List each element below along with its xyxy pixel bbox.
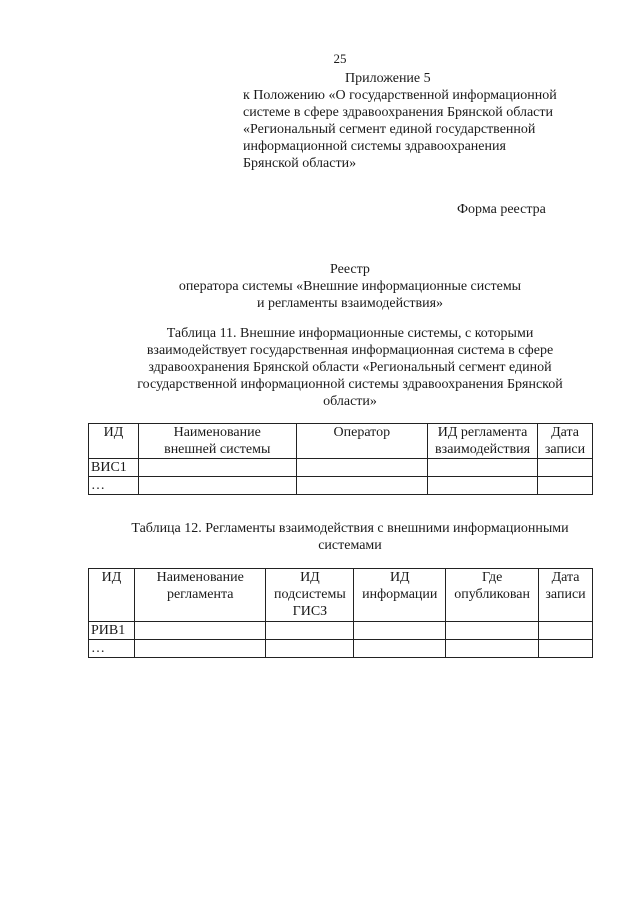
table-header-row	[89, 569, 593, 622]
table11-caption	[80, 325, 620, 410]
registry-title-line: Реестр	[330, 262, 370, 277]
table-cell: …	[89, 640, 135, 658]
header-cell-date: Дата записи	[538, 424, 593, 459]
table-cell	[428, 477, 538, 495]
caption-line: здравоохранения Брянской области «Региональный сегмент единой	[148, 360, 552, 375]
appendix-reference	[243, 87, 613, 172]
table-cell	[354, 622, 446, 640]
table-cell	[138, 477, 296, 495]
header-cell-name: Наименование регламента	[134, 569, 266, 622]
table-cell	[539, 622, 593, 640]
table-row	[89, 477, 593, 495]
table-cell	[266, 622, 354, 640]
header-cell-id: ИД	[89, 569, 135, 622]
appendix-line: информационной системы здравоохранения	[243, 139, 506, 154]
caption-line: государственной информационной системы здравоохранения Брянской	[137, 377, 563, 392]
table-cell	[134, 622, 266, 640]
table12-caption	[80, 520, 620, 554]
external-systems-table	[88, 423, 593, 495]
table-row	[89, 640, 593, 658]
table-header-row	[89, 424, 593, 459]
appendix-line: системе в сфере здравоохранения Брянской области	[243, 105, 554, 120]
appendix-line: Брянской области»	[243, 156, 357, 171]
table-cell	[266, 640, 354, 658]
table-row	[89, 459, 593, 477]
regulations-table	[88, 568, 593, 658]
table-cell: РИВ1	[89, 622, 135, 640]
appendix-title: Приложение 5	[345, 71, 431, 86]
caption-line: системами	[318, 538, 382, 553]
table-cell	[354, 640, 446, 658]
caption-line: Таблица 11. Внешние информационные системы, с которыми	[166, 326, 534, 341]
table-cell	[134, 640, 266, 658]
header-cell-operator: Оператор	[296, 424, 428, 459]
header-cell-date: Дата записи	[539, 569, 593, 622]
table-cell: …	[89, 477, 139, 495]
header-cell-id: ИД	[89, 424, 139, 459]
table-cell	[446, 622, 539, 640]
table-row	[89, 622, 593, 640]
header-cell-published: Где опубликован	[446, 569, 539, 622]
table-cell	[296, 477, 428, 495]
appendix-line: «Региональный сегмент единой государственной	[243, 122, 536, 137]
header-cell-regulation-id: ИД регламента взаимодействия	[428, 424, 538, 459]
page-number: 25	[333, 51, 347, 66]
appendix-line: к Положению «О государственной информационной	[243, 88, 557, 103]
registry-title-line: и регламенты взаимодействия»	[256, 296, 444, 311]
header-cell-subsystem-id: ИД подсистемы ГИСЗ	[266, 569, 354, 622]
header-cell-info-id: ИД информации	[354, 569, 446, 622]
table-cell	[296, 459, 428, 477]
registry-title-line: оператора системы «Внешние информационные системы	[178, 279, 522, 294]
table-cell	[446, 640, 539, 658]
table-cell	[428, 459, 538, 477]
header-cell-name: Наименование внешней системы	[138, 424, 296, 459]
caption-line: Таблица 12. Регламенты взаимодействия с внешними информационными	[131, 521, 569, 536]
table-cell	[138, 459, 296, 477]
caption-line: взаимодействует государственная информационная система в сфере	[146, 343, 554, 358]
table-cell	[538, 477, 593, 495]
table-cell: ВИС1	[89, 459, 139, 477]
table-cell	[539, 640, 593, 658]
caption-line: области»	[323, 394, 377, 409]
registry-title	[80, 261, 620, 312]
table-cell	[538, 459, 593, 477]
form-label: Форма реестра	[457, 202, 546, 217]
